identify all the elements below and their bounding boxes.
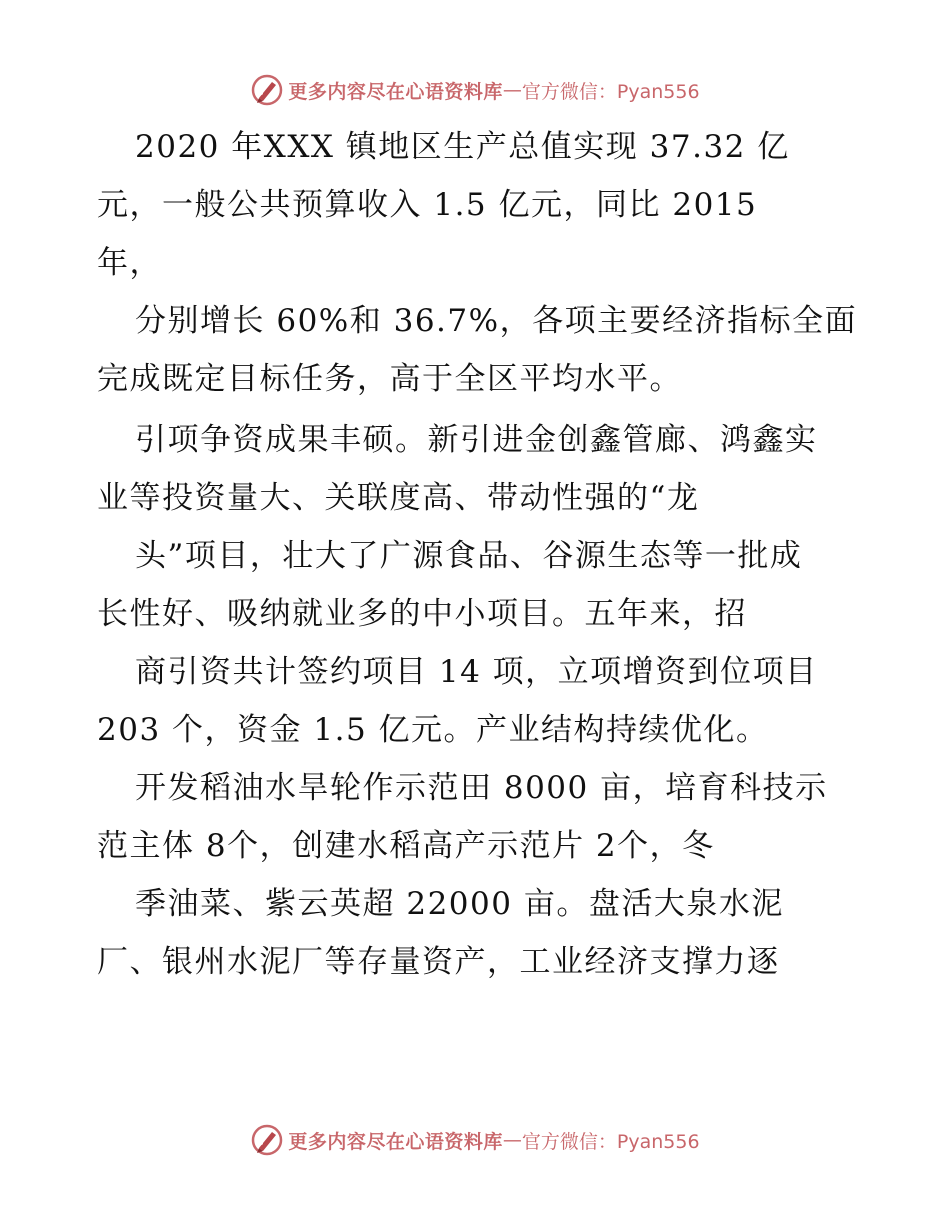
body-line: 开发稻油水旱轮作示范田 8000 亩，培育科技示	[135, 770, 828, 806]
footer-watermark	[0, 1122, 950, 1158]
brand-text: 更多内容尽在心语资料库	[288, 1130, 503, 1153]
banner-dash: —	[502, 79, 522, 101]
body-line: 年，	[97, 245, 162, 281]
body-line: 头”项目，壮大了广源食品、谷源生态等一批成	[135, 538, 803, 574]
body-line: 引项争资成果丰硕。新引进金创鑫管廊、鸿鑫实	[135, 422, 818, 458]
body-line: 厂、银州水泥厂等存量资产，工业经济支撑力逐	[97, 944, 780, 980]
banner-dash: —	[502, 1129, 522, 1151]
body-line: 范主体 8个，创建水稻高产示范片 2个，冬	[97, 828, 715, 864]
pen-logo-icon	[250, 1123, 284, 1157]
body-line: 分别增长 60%和 36.7%，各项主要经济指标全面	[135, 303, 858, 339]
body-line: 业等投资量大、关联度高、带动性强的“龙	[97, 480, 700, 516]
wechat-text: 官方微信：Pyan556	[521, 1130, 700, 1153]
body-line: 商引资共计签约项目 14 项，立项增资到位项目	[135, 654, 818, 690]
body-line: 长性好、吸纳就业多的中小项目。五年来，招	[97, 596, 747, 632]
wechat-text: 官方微信：Pyan556	[521, 80, 700, 103]
body-line: 元，一般公共预算收入 1.5 亿元，同比 2015	[97, 187, 758, 223]
body-line: 2020 年XXX 镇地区生产总值实现 37.32 亿	[135, 129, 790, 165]
body-line: 完成既定目标任务，高于全区平均水平。	[97, 361, 682, 397]
body-line: 季油菜、紫云英超 22000 亩。盘活大泉水泥	[135, 886, 784, 922]
header-watermark	[0, 72, 950, 108]
pen-logo-icon	[250, 73, 284, 107]
body-line: 203 个，资金 1.5 亿元。产业结构持续优化。	[97, 712, 769, 748]
brand-text: 更多内容尽在心语资料库	[288, 80, 503, 103]
